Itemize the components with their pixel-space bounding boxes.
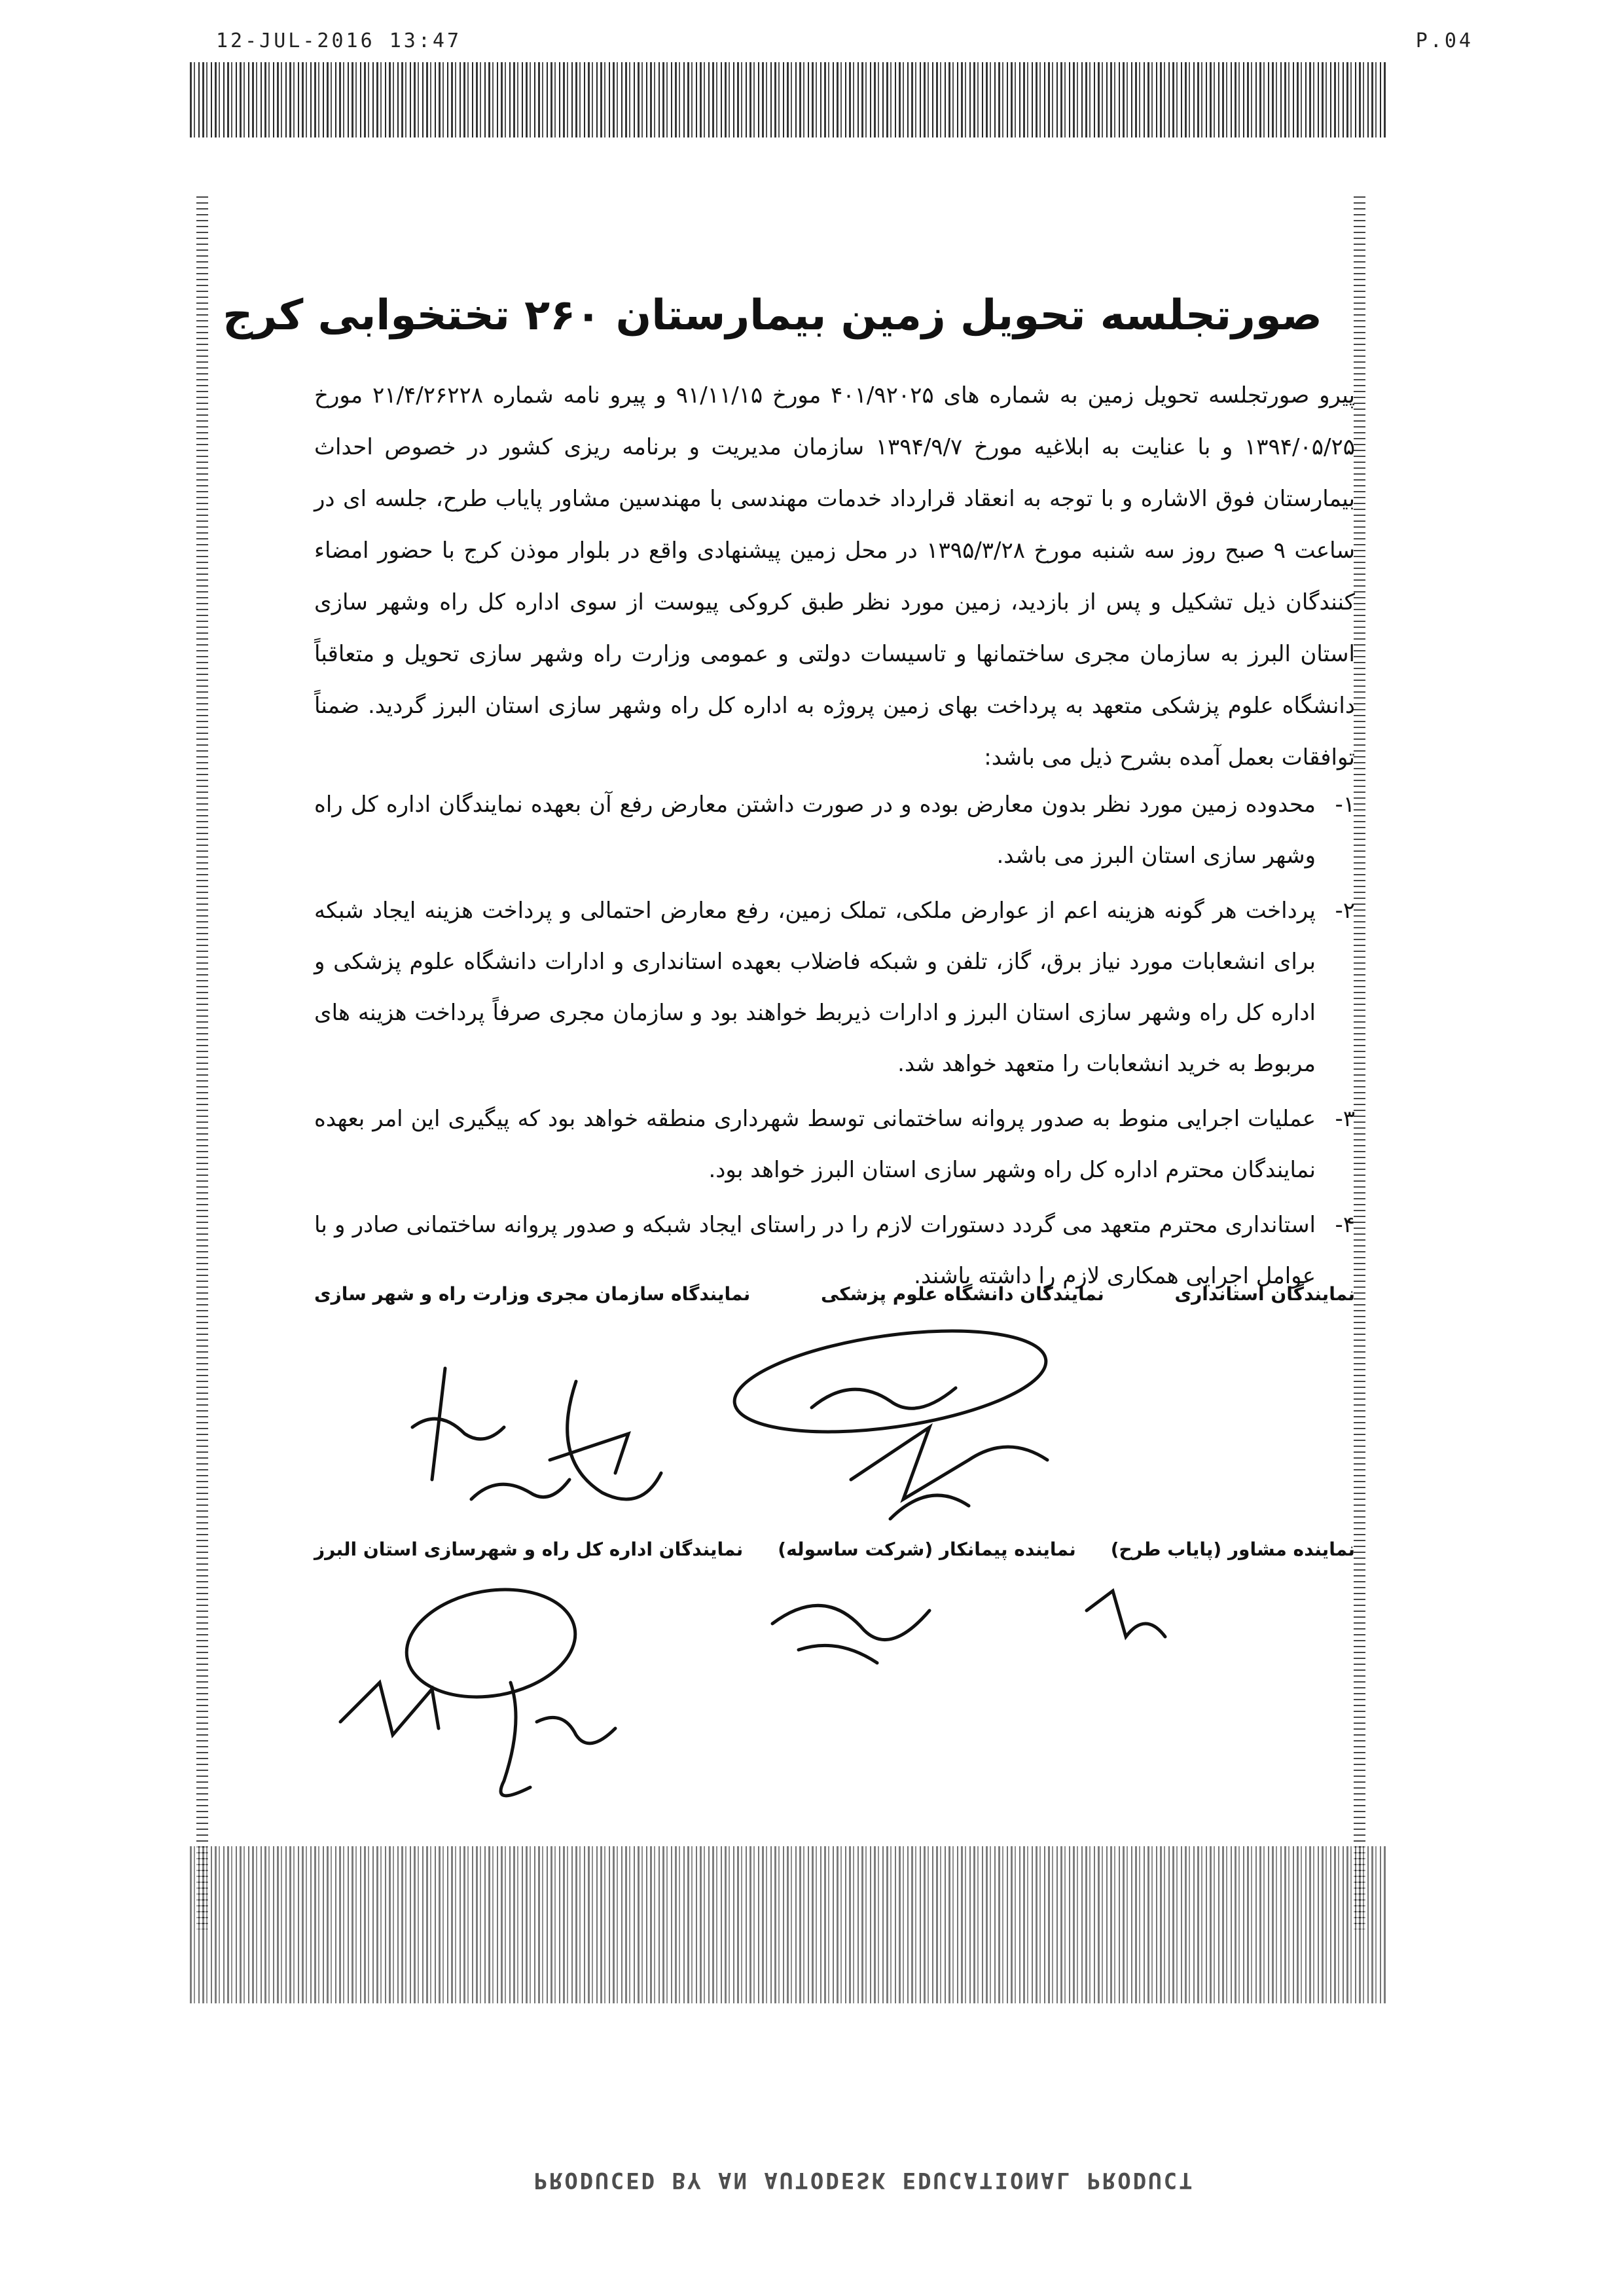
signatories-row-1	[314, 1283, 1355, 1305]
signature-stroke	[412, 1419, 504, 1439]
signatory-label: نمایندگان دانشگاه علوم پزشکی	[820, 1283, 1104, 1305]
signatures-row-1	[393, 1329, 1080, 1545]
signature-stroke	[340, 1683, 439, 1735]
item-text: محدوده زمین مورد نظر بدون معارض بوده و در صورت داشتن معارض رفع آن بعهده نمایندگان اداره کل راه وشهر سازی استان البرز می باشد.	[314, 792, 1316, 869]
signatory-label: نمایندگان اداره کل راه و شهرسازی استان البرز	[314, 1539, 744, 1560]
agreement-items	[314, 779, 1355, 1305]
signature-stroke	[1087, 1591, 1165, 1637]
signatory-label: نمایندگاه سازمان مجری وزارت راه و شهر سازی	[314, 1283, 751, 1305]
item-number: ۱-	[1335, 792, 1355, 818]
fax-header	[216, 29, 1473, 56]
item-text: عملیات اجرایی منوط به صدور پروانه ساختمانی توسط شهرداری منطقه خواهد بود که پیگیری این امر بعهده نمایندگان محترم اداره کل راه وشهر سازی استان البرز خواهد بود.	[314, 1106, 1316, 1183]
signature-stroke	[568, 1381, 661, 1499]
stamp-oval	[398, 1577, 584, 1710]
signature-stroke	[432, 1368, 445, 1480]
item-text: پرداخت هر گونه هزینه اعم از عوارض ملکی، تملک زمین، رفع معارض احتمالی و پرداخت هزینه ایجاد شبکه برای انشعابات مورد نیاز برق، گاز، تلفن و شبکه فاضلاب بعهده استانداری و ادارات دانشگاه علوم پزشکی و اداره کل راه وشهر سازی استان البرز و ادارات ذیربط خواهند بود و سازمان مجری صرفاً پرداخت هزینه های مربوط به خرید انشعابات را متعهد خواهد شد.	[314, 898, 1316, 1077]
item-number: ۴-	[1335, 1212, 1355, 1238]
agreement-item	[314, 779, 1355, 881]
signature-stroke	[537, 1717, 615, 1743]
scan-noise-bottom	[190, 1846, 1388, 2003]
item-number: ۳-	[1335, 1106, 1355, 1132]
signature-stroke	[851, 1427, 1047, 1499]
signatories-row-2	[314, 1539, 1355, 1560]
scan-edge-left	[196, 196, 208, 1929]
signatory-label: نماینده پیمانکار (شرکت ساسوله)	[778, 1539, 1076, 1560]
item-text: استانداری محترم متعهد می گردد دستورات لازم را در راستای ایجاد شبکه و صدور پروانه ساختمانی صادر و با عوامل اجرایی همکاری لازم را داشته باشند.	[314, 1212, 1316, 1289]
signature-stroke	[501, 1683, 530, 1796]
intro-paragraph: پیرو صورتجلسه تحویل زمین به شماره های ۴۰۱/۹۲۰۲۵ مورخ ۹۱/۱۱/۱۵ و پیرو نامه شماره ۲۱/۴/۲۶۲۲۸ مورخ ۱۳۹۴/۰۵/۲۵ و با عنایت به ابلاغیه مورخ ۱۳۹۴/۹/۷ سازمان مدیریت و برنامه ریزی کشور در خصوص احداث بیمارستان فوق الاشاره و با توجه به انعقاد قرارداد خدمات مهندسی با مهندسین مشاور پایاب طرح، جلسه ای در ساعت ۹ صبح روز سه شنبه مورخ ۱۳۹۵/۳/۲۸ در محل زمین پیشنهادی واقع در بلوار موذن کرج با حضور امضاء کنندگان ذیل تشکیل و پس از بازدید، زمین مورد نظر طبق کروکی پیوست از سوی اداره کل راه وشهر سازی استان البرز به سازمان مجری ساختمانها و تاسیسات دولتی و عمومی وزارت راه وشهر سازی تحویل و متعاقباً دانشگاه علوم پزشکی متعهد به پرداخت بهای زمین پروژه به اداره کل راه وشهر سازی استان البرز گردید. ضمناً توافقات بعمل آمده بشرح ذیل می باشد:	[314, 382, 1356, 771]
signatory-label: نماینده مشاور (پایاب طرح)	[1110, 1539, 1355, 1560]
document-title: صورتجلسه تحویل زمین بیمارستان ۲۶۰ تختخوابی کرج	[223, 291, 1322, 340]
signature-stroke	[772, 1605, 929, 1639]
signature-stroke	[550, 1434, 628, 1473]
item-number: ۲-	[1335, 898, 1355, 924]
scan-noise-top	[190, 62, 1388, 137]
scan-edge-right	[1354, 196, 1365, 1929]
signatures-row-2	[327, 1571, 1244, 1820]
watermark-footer: PRODUCED BY AN AUTODESK EDUCATIONAL PRODUCT	[533, 2167, 1195, 2193]
signature-stroke	[471, 1480, 569, 1499]
signature-stroke	[812, 1388, 956, 1408]
signatory-label: نمایندگان استانداری	[1174, 1283, 1355, 1305]
agreement-item	[314, 885, 1355, 1089]
agreement-item	[314, 1093, 1355, 1195]
signature-stroke	[799, 1645, 877, 1663]
stamp-oval	[729, 1329, 1053, 1449]
fax-page-number: P.04	[1415, 29, 1473, 52]
fax-datetime: 12-JUL-2016 13:47	[216, 29, 462, 52]
